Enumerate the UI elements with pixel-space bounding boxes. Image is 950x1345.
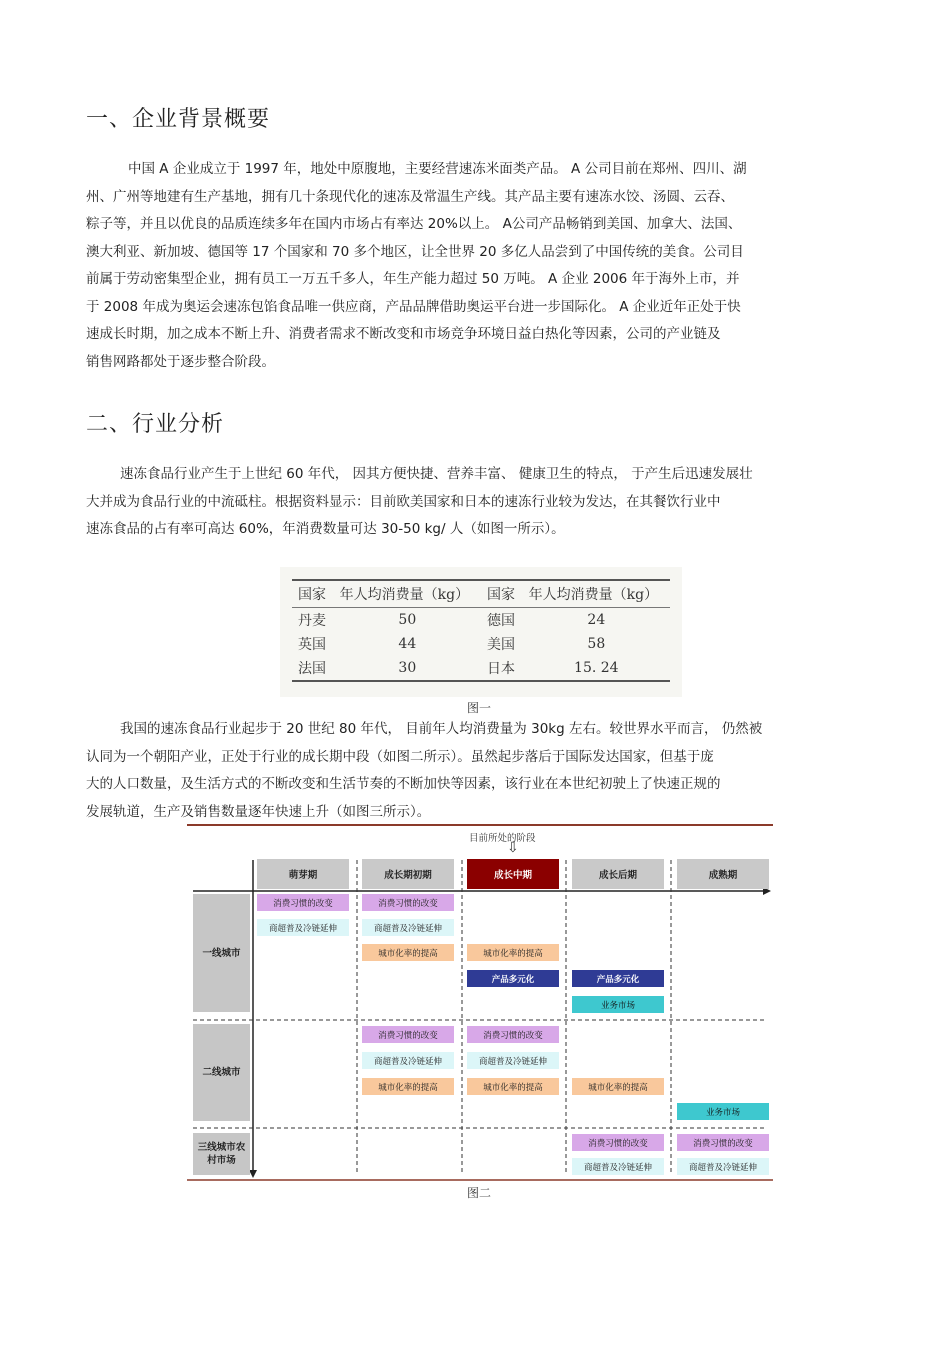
- paragraph-line: 前属于劳动密集型企业，拥有员工一万五千多人，年生产能力超过 50 万吨。 A 企业 2006 年于海外上市，并: [86, 271, 740, 287]
- section2-paragraph2: [86, 716, 762, 826]
- section2-paragraph1: [86, 461, 753, 544]
- row-label-tier2: 二线城市: [193, 1024, 250, 1121]
- table-cell: 44: [398, 636, 417, 652]
- paragraph-line: 中国 A 企业成立于 1997 年，地处中原腹地，主要经营速冻米面类产品。 A 公司目前在郑州、四川、湖: [128, 161, 747, 177]
- paragraph-line: 于 2008 年成为奥运会速冻包馅食品唯一供应商，产品品牌借助奥运平台进一步国际化。 A 企业近年正处于快: [86, 298, 741, 315]
- table-header: 年人均消费量（kg）: [334, 580, 481, 608]
- table-cell: 丹麦: [298, 613, 326, 629]
- driver-tag: 城市化率的提高: [572, 1078, 664, 1095]
- row-label-line: 三线城市农: [197, 1142, 246, 1153]
- paragraph-line: 粽子等，并且以优良的品质连续多年在国内市场占有率达 20%以上。 A公司产品畅销到美国、加拿大、法国、: [86, 216, 742, 232]
- section2-heading: 二、行业分析: [86, 412, 225, 437]
- driver-tag: 商超普及冷链延伸: [362, 919, 454, 936]
- current-stage-note: 目前所处的阶段: [469, 833, 536, 844]
- paragraph-line: 速冻食品行业产生于上世纪 60 年代， 因其方便快捷、营养丰富、 健康卫生的特点， 于产生后迅速发展壮: [120, 466, 753, 482]
- figure2-stage-diagram: [187, 824, 773, 1182]
- stage-budding: 萌芽期: [257, 859, 349, 889]
- paragraph-line: 大的人口数量，及生活方式的不断改变和生活节奏的不断加快等因素，该行业在本世纪初驶上了快速正规的: [86, 776, 721, 792]
- driver-tag: 商超普及冷链延伸: [362, 1052, 454, 1069]
- table-cell: 德国: [486, 613, 515, 629]
- paragraph-line: 发展轨道，生产及销售数量逐年快速上升（如图三所示）。: [86, 803, 431, 820]
- table-row: [292, 632, 670, 656]
- paragraph-line: 州、广州等地建有生产基地，拥有几十条现代化的速冻及常温生产线。其产品主要有速冻水饺、汤圆、云吞、: [86, 188, 734, 205]
- stage-mature: 成熟期: [677, 859, 769, 889]
- driver-tag: 消费习惯的改变: [257, 894, 349, 911]
- paragraph-line: 速冻食品的占有率可高达 60%，年消费数量可达 30-50 kg/ 人（如图一所示）。: [86, 521, 565, 537]
- driver-tag: 消费习惯的改变: [362, 1026, 454, 1043]
- row-label-tier3-rural: [193, 1133, 250, 1175]
- paragraph-line: 我国的速冻食品行业起步于 20 世纪 80 年代， 目前年人均消费量为 30kg 左右。较世界水平而言， 仍然被: [120, 721, 763, 737]
- table-row: [292, 608, 670, 633]
- paragraph-line: 澳大利亚、新加坡、德国等 17 个国家和 70 多个地区，让全世界 20 多亿人品尝到了中国传统的美食。公司目: [86, 243, 744, 260]
- table-header: 国家: [292, 580, 334, 608]
- table-row: [292, 656, 670, 681]
- table-cell: 英国: [298, 637, 326, 653]
- table-cell: 24: [587, 612, 606, 628]
- driver-tag: 消费习惯的改变: [677, 1134, 769, 1151]
- driver-tag: 消费习惯的改变: [362, 894, 454, 911]
- section1-paragraph: [86, 156, 747, 376]
- driver-tag: 商超普及冷链延伸: [257, 919, 349, 936]
- paragraph-line: 速成长时期，加之成本不断上升、消费者需求不断改变和市场竞争环境日益白热化等因素，公司的产业链及: [86, 326, 721, 342]
- driver-tag: 商超普及冷链延伸: [677, 1158, 769, 1175]
- table-header: 年人均消费量（kg）: [523, 580, 670, 608]
- table-header: 国家: [481, 580, 523, 608]
- driver-tag: 业务市场: [572, 996, 664, 1013]
- figure1-caption: 图一: [467, 701, 492, 715]
- driver-tag: 商超普及冷链延伸: [467, 1052, 559, 1069]
- driver-tag: 城市化率的提高: [467, 944, 559, 961]
- table-cell: 15. 24: [523, 656, 670, 681]
- table-cell: 50: [398, 612, 417, 628]
- driver-tag: 产品多元化: [467, 970, 559, 987]
- driver-tag: 消费习惯的改变: [467, 1026, 559, 1043]
- table-cell: 30: [334, 656, 481, 681]
- driver-tag: 业务市场: [677, 1103, 769, 1120]
- stage-late-growth: 成长后期: [572, 859, 664, 889]
- table-cell: 58: [587, 636, 606, 652]
- stage-mid-growth-current: 成长中期: [467, 859, 559, 889]
- driver-tag: 城市化率的提高: [362, 1078, 454, 1095]
- table-cell: 日本: [481, 656, 523, 681]
- table-cell: 美国: [486, 637, 515, 653]
- figure1-table: [280, 567, 682, 697]
- paragraph-line: 销售网路都处于逐步整合阶段。: [86, 353, 275, 370]
- driver-tag: 消费习惯的改变: [572, 1134, 664, 1151]
- figure2-caption: 图二: [467, 1186, 492, 1200]
- vertical-axis-arrowhead: [249, 1170, 257, 1178]
- paragraph-line: 认同为一个朝阳产业，正处于行业的成长期中段（如图二所示）。虽然起步落后于国际发达国家，但基于庞: [86, 748, 714, 765]
- driver-tag: 城市化率的提高: [362, 944, 454, 961]
- paragraph-line: 大并成为食品行业的中流砥柱。根据资料显示：目前欧美国家和日本的速冻行业较为发达，在其餐饮行业中: [86, 493, 721, 510]
- row-label-line: 村市场: [207, 1155, 236, 1166]
- stage-early-growth: 成长期初期: [362, 859, 454, 889]
- arrow-down-icon: ⇩: [507, 840, 519, 856]
- driver-tag: 商超普及冷链延伸: [572, 1158, 664, 1175]
- driver-tag: 产品多元化: [572, 970, 664, 987]
- section1-heading: 一、企业背景概要: [86, 107, 271, 132]
- table-cell: 法国: [292, 656, 334, 681]
- driver-tag: 城市化率的提高: [467, 1078, 559, 1095]
- row-label-tier1: 一线城市: [193, 894, 250, 1012]
